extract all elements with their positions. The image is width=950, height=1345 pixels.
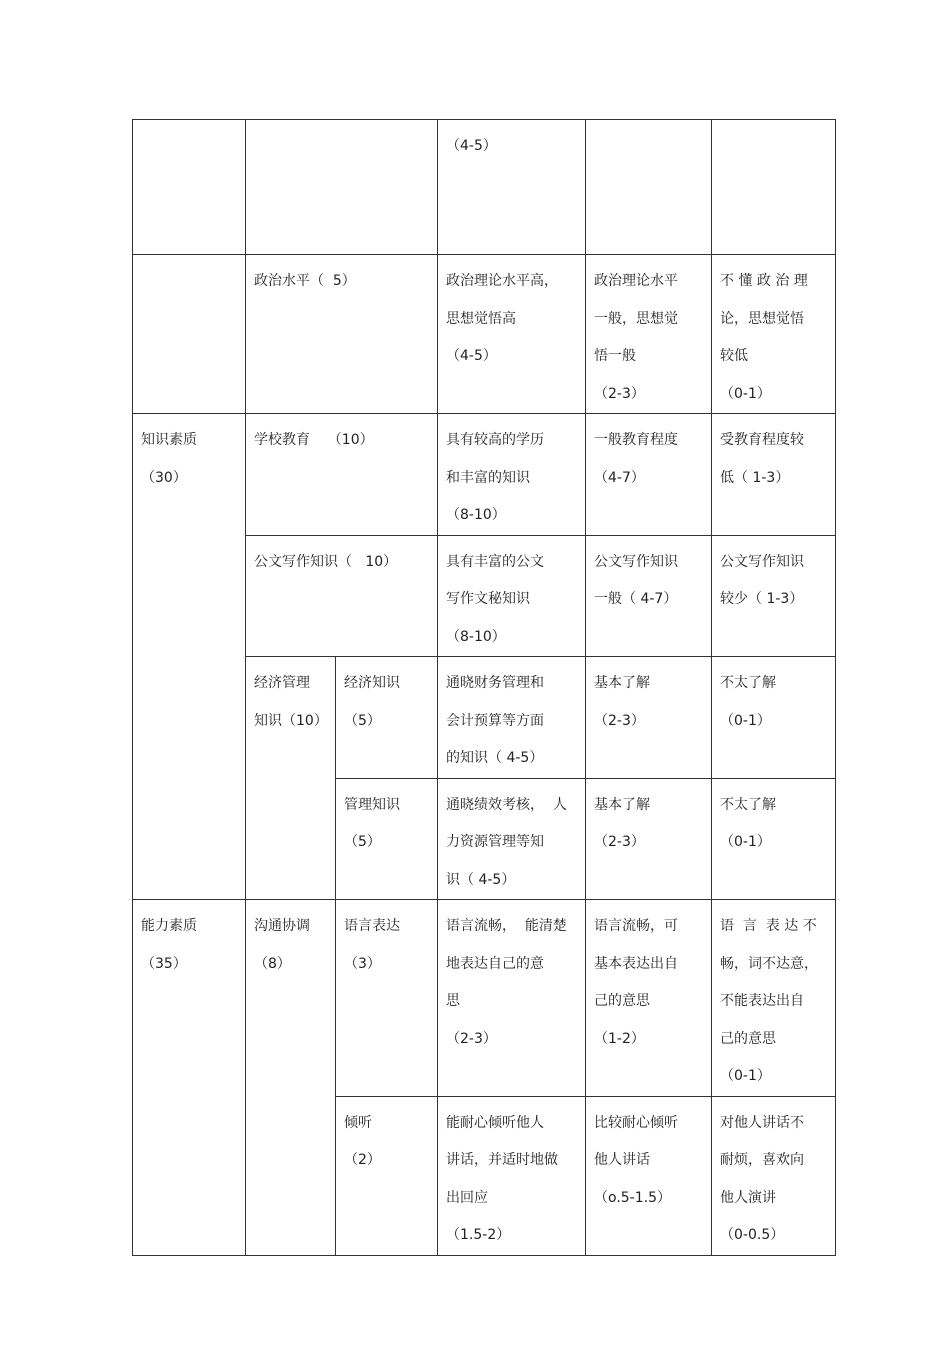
category-cell: 能力素质 （35） [133, 900, 246, 1256]
standard-mid-cell: 语言流畅，可 基本表达出自 己的意思 （1-2） [586, 900, 712, 1097]
standard-mid-cell: 一般教育程度 （4-7） [586, 414, 712, 536]
evaluation-table [132, 119, 836, 1256]
category-cell: 知识素质 （30） [133, 414, 246, 900]
standard-mid-cell: 比较耐心倾听 他人讲话 （o.5-1.5） [586, 1096, 712, 1255]
item-cell: 经济管理 知识（10） [246, 657, 336, 900]
standard-low-cell: 语 言 表 达 不 畅，词不达意， 不能表达出自 己的意思 （0-1） [712, 900, 836, 1097]
standard-high-cell: （4-5） [438, 120, 586, 255]
item-cell: 政治水平（ 5） [246, 255, 438, 414]
standard-high-cell: 通晓财务管理和 会计预算等方面 的知识（ 4-5） [438, 657, 586, 779]
standard-mid-cell [586, 120, 712, 255]
standard-high-cell: 通晓绩效考核， 人 力资源管理等知 识（ 4-5） [438, 778, 586, 900]
standard-high-cell: 政治理论水平高， 思想觉悟高 （4-5） [438, 255, 586, 414]
table-row [133, 255, 836, 414]
table-row [133, 120, 836, 255]
standard-low-cell: 公文写作知识 较少（ 1-3） [712, 535, 836, 657]
standard-high-cell: 具有丰富的公文 写作文秘知识 （8-10） [438, 535, 586, 657]
sub-item-cell: 倾听 （2） [336, 1096, 438, 1255]
standard-mid-cell: 基本了解 （2-3） [586, 657, 712, 779]
item-cell [246, 120, 438, 255]
standard-high-cell: 能耐心倾听他人 讲话，并适时地做 出回应 （1.5-2） [438, 1096, 586, 1255]
category-cell [133, 120, 246, 255]
sub-item-cell: 语言表达 （3） [336, 900, 438, 1097]
item-cell: 沟通协调 （8） [246, 900, 336, 1256]
standard-high-cell: 语言流畅， 能清楚 地表达自己的意 思 （2-3） [438, 900, 586, 1097]
table-row [133, 900, 836, 1097]
standard-high-cell: 具有较高的学历 和丰富的知识 （8-10） [438, 414, 586, 536]
standard-low-cell [712, 120, 836, 255]
standard-low-cell: 不太了解 （0-1） [712, 778, 836, 900]
sub-item-cell: 管理知识 （5） [336, 778, 438, 900]
sub-item-cell: 经济知识 （5） [336, 657, 438, 779]
standard-low-cell: 不 懂 政 治 理 论，思想觉悟 较低 （0-1） [712, 255, 836, 414]
table-row [133, 414, 836, 536]
standard-mid-cell: 基本了解 （2-3） [586, 778, 712, 900]
standard-low-cell: 不太了解 （0-1） [712, 657, 836, 779]
item-cell: 学校教育 （10） [246, 414, 438, 536]
standard-low-cell: 受教育程度较 低（ 1-3） [712, 414, 836, 536]
item-cell: 公文写作知识（ 10） [246, 535, 438, 657]
category-cell [133, 255, 246, 414]
standard-low-cell: 对他人讲话不 耐烦，喜欢向 他人演讲 （0-0.5） [712, 1096, 836, 1255]
standard-mid-cell: 公文写作知识 一般（ 4-7） [586, 535, 712, 657]
standard-mid-cell: 政治理论水平 一般，思想觉 悟一般 （2-3） [586, 255, 712, 414]
